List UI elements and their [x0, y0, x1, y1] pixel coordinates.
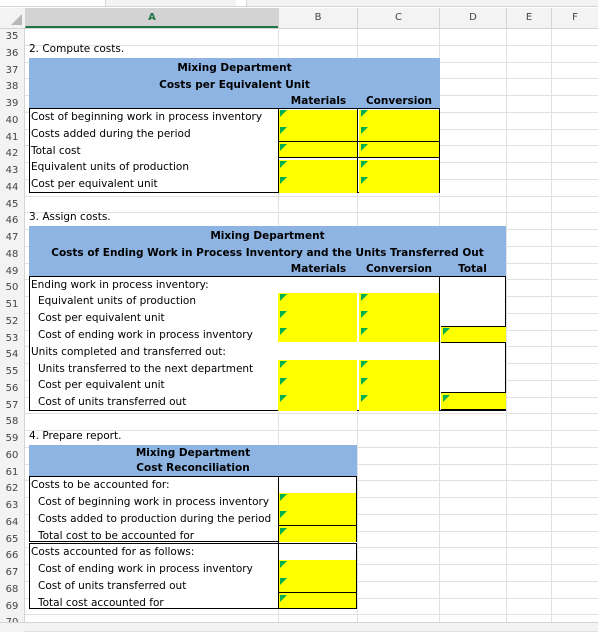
row-header[interactable]: 43 [0, 163, 25, 180]
s3-line-1: Ending work in process inventory: [31, 279, 209, 291]
formula-bar-divider [236, 0, 247, 6]
section2-conversion-input[interactable] [359, 110, 439, 158]
s4-line-8: Total cost accounted for [38, 597, 164, 609]
row-header[interactable]: 57 [0, 398, 25, 415]
s2-line-1: Cost of beginning work in process inventory [31, 111, 263, 123]
section3-label: 3. Assign costs. [29, 211, 111, 223]
s2-line-2: Costs added during the period [31, 128, 191, 140]
row-header[interactable]: 67 [0, 565, 25, 582]
s3-line-3: Cost per equivalent unit [38, 312, 165, 324]
row-header[interactable]: 55 [0, 364, 25, 381]
row-header[interactable]: 45 [0, 197, 25, 214]
section3-col-total: Total [458, 263, 487, 275]
column-header-c[interactable]: C [357, 8, 439, 28]
row-header[interactable]: 66 [0, 548, 25, 565]
s3-line-6: Units transferred to the next department [38, 363, 254, 375]
row-header[interactable]: 41 [0, 130, 25, 147]
row-header[interactable]: 69 [0, 599, 25, 616]
row-header[interactable]: 62 [0, 481, 25, 498]
section3-col-conversion: Conversion [365, 263, 433, 275]
row-header[interactable]: 61 [0, 465, 25, 482]
grid-line [25, 413, 598, 414]
section3-conversion-ewip[interactable] [359, 293, 439, 342]
s4-line-3: Costs added to production during the period [38, 513, 272, 525]
row-header[interactable]: 63 [0, 498, 25, 515]
s4-line-2: Cost of beginning work in process inventory [38, 496, 270, 508]
row-header[interactable]: 68 [0, 582, 25, 599]
column-header-e[interactable]: E [506, 8, 551, 28]
row-header[interactable]: 52 [0, 314, 25, 331]
row-header[interactable]: 60 [0, 448, 25, 465]
row-header[interactable]: 54 [0, 347, 25, 364]
row-header[interactable]: 39 [0, 96, 25, 113]
s2-line-4: Equivalent units of production [31, 161, 189, 173]
section2-materials-input-2[interactable] [278, 160, 357, 193]
row-header[interactable]: 50 [0, 280, 25, 297]
section2-conversion-input-2[interactable] [359, 160, 439, 193]
section2-col-materials: Materials [290, 95, 347, 107]
row-header[interactable]: 35 [0, 29, 25, 46]
row-header[interactable]: 44 [0, 180, 25, 197]
section3-materials-ewip[interactable] [278, 293, 357, 342]
formula-bar-strip [0, 0, 598, 7]
row-header[interactable]: 53 [0, 331, 25, 348]
name-box[interactable] [0, 0, 106, 6]
section2-label: 2. Compute costs. [29, 43, 125, 55]
section4-title2: Cost Reconciliation [136, 462, 250, 474]
row-header[interactable]: 46 [0, 213, 25, 230]
section4-title1: Mixing Department [135, 447, 251, 459]
row-header[interactable]: 64 [0, 515, 25, 532]
section3-total-ewip[interactable] [441, 327, 506, 342]
s3-line-2: Equivalent units of production [38, 295, 196, 307]
section2-materials-input[interactable] [278, 110, 357, 158]
row-header[interactable]: 59 [0, 431, 25, 448]
s2-line-5: Cost per equivalent unit [31, 178, 158, 190]
s3-line-8: Cost of units transferred out [38, 396, 187, 408]
section3-materials-transfer[interactable] [278, 360, 357, 411]
column-header-d[interactable]: D [439, 8, 506, 28]
row-header[interactable]: 38 [0, 79, 25, 96]
section2-col-conversion: Conversion [365, 95, 433, 107]
s3-line-4: Cost of ending work in process inventory [38, 329, 253, 341]
column-headers [0, 8, 598, 29]
section4-label: 4. Prepare report. [29, 430, 122, 442]
row-header[interactable]: 49 [0, 264, 25, 281]
select-all-corner[interactable] [0, 8, 25, 28]
column-header-b[interactable]: B [278, 8, 357, 28]
row-header[interactable]: 48 [0, 247, 25, 264]
row-header[interactable]: 40 [0, 113, 25, 130]
grid-line [25, 614, 598, 615]
s4-line-4: Total cost to be accounted for [38, 530, 195, 542]
row-header[interactable]: 42 [0, 146, 25, 163]
grid-line [25, 196, 598, 197]
section3-col-materials: Materials [290, 263, 347, 275]
row-header[interactable]: 51 [0, 297, 25, 314]
row-header[interactable]: 65 [0, 532, 25, 549]
section2-title2: Costs per Equivalent Unit [159, 79, 310, 91]
grid-line [506, 29, 507, 632]
s4-line-7: Cost of units transferred out [38, 580, 187, 592]
grid-line [25, 212, 598, 213]
column-header-a[interactable]: A [25, 8, 278, 28]
s3-line-5: Units completed and transferred out: [31, 346, 226, 358]
grid-line [551, 29, 552, 632]
section3-total-transfer[interactable] [441, 393, 506, 409]
row-header[interactable]: 36 [0, 46, 25, 63]
row-header[interactable]: 37 [0, 63, 25, 80]
row-header[interactable]: 58 [0, 414, 25, 431]
section2-title1: Mixing Department [177, 62, 292, 74]
section3-conversion-transfer[interactable] [359, 360, 439, 411]
column-header-f[interactable]: F [551, 8, 598, 28]
s3-line-7: Cost per equivalent unit [38, 379, 165, 391]
section4-to-account-input[interactable] [278, 493, 356, 542]
row-header[interactable]: 47 [0, 230, 25, 247]
s2-line-3: Total cost [31, 145, 81, 157]
section3-title2: Costs of Ending Work in Process Inventory and the Units Transferred Out [51, 247, 484, 259]
s4-line-5: Costs accounted for as follows: [31, 546, 195, 558]
s4-line-6: Cost of ending work in process inventory [38, 563, 253, 575]
section3-title1: Mixing Department [210, 230, 325, 242]
section4-accounted-input[interactable] [278, 560, 356, 608]
row-header[interactable]: 56 [0, 381, 25, 398]
s4-line-1: Costs to be accounted for: [31, 479, 170, 491]
